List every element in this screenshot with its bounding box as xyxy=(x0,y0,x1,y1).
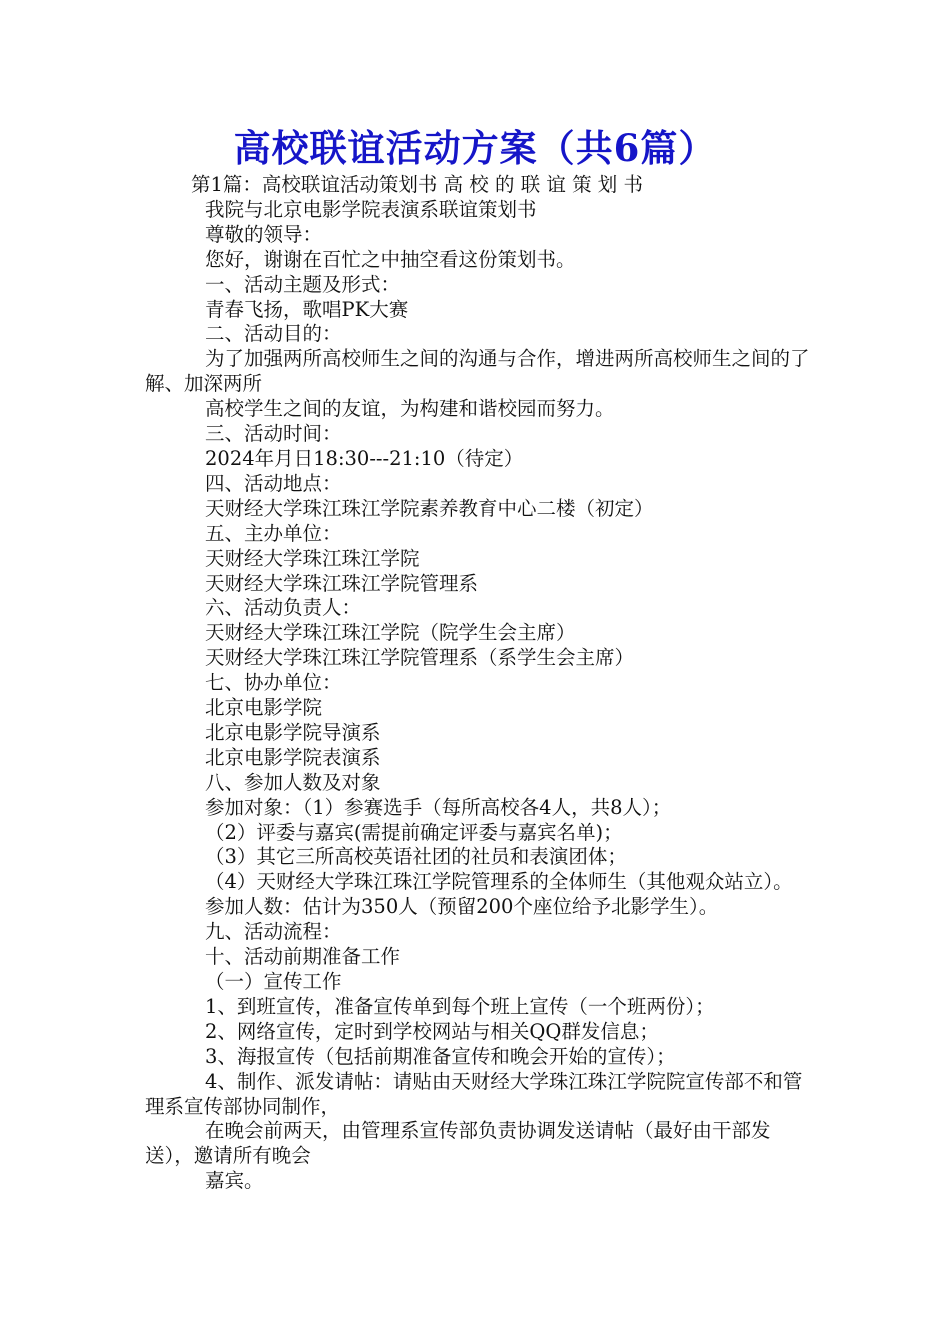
text-line: 北京电影学院导演系 xyxy=(205,720,381,744)
text-line: 十、活动前期准备工作 xyxy=(205,945,401,969)
text-paragraph: 为了加强两所高校师生之间的沟通与合作，增进两所高校师生之间的了解、加深两所 xyxy=(145,347,810,396)
text-line: 我院与北京电影学院表演系联谊策划书 xyxy=(205,197,537,221)
text-line: 天财经大学珠江珠江学院管理系（系学生会主席） xyxy=(205,646,635,670)
text-line: 四、活动地点： xyxy=(205,471,342,495)
document-body xyxy=(145,173,810,1194)
text-line: 六、活动负责人： xyxy=(205,596,362,620)
text-line: 3、海报宣传（包括前期准备宣传和晚会开始的宣传）； xyxy=(205,1044,676,1068)
text-line: 参加人数：估计为350人（预留200个座位给予北影学生）。 xyxy=(205,895,719,919)
text-line: 1、到班宣传，准备宣传单到每个班上宣传（一个班两份）； xyxy=(205,994,715,1018)
text-line: 天财经大学珠江珠江学院管理系 xyxy=(205,571,479,595)
text-line: 您好，谢谢在百忙之中抽空看这份策划书。 xyxy=(205,247,576,271)
text-paragraph: 在晚会前两天，由管理系宣传部负责协调发送请帖（最好由干部发送），邀请所有晚会 xyxy=(145,1119,771,1168)
text-line: （3）其它三所高校英语社团的社员和表演团体； xyxy=(205,845,627,869)
document-title: 高校联谊活动方案（共6篇） xyxy=(233,126,717,170)
text-line: （一）宣传工作 xyxy=(205,970,342,993)
text-line: 天财经大学珠江珠江学院 xyxy=(205,546,420,570)
text-line: 2024年月日18:30---21:10（待定） xyxy=(205,446,524,470)
text-line: 嘉宾。 xyxy=(205,1169,264,1193)
text-line: 青春飞扬，歌唱PK大赛 xyxy=(205,297,409,321)
text-line: （2）评委与嘉宾(需提前确定评委与嘉宾名单)； xyxy=(205,820,623,844)
text-paragraph: 4、制作、派发请帖：请贴由天财经大学珠江珠江学院院宣传部不和管理系宣传部协同制作， xyxy=(145,1069,803,1118)
text-line: 三、活动时间： xyxy=(205,422,342,446)
text-line: 一、活动主题及形式： xyxy=(205,272,401,296)
text-line: 北京电影学院表演系 xyxy=(205,745,381,769)
text-line: 二、活动目的： xyxy=(205,322,342,346)
text-line: 尊敬的领导： xyxy=(205,222,323,246)
section-heading: 第1篇：高校联谊活动策划书 高 校 的 联 谊 策 划 书 xyxy=(191,173,643,196)
text-line: 七、协办单位： xyxy=(205,671,342,695)
text-paragraph: （4）天财经大学珠江珠江学院管理系的全体师生（其他观众站立）。 xyxy=(205,870,793,894)
text-line: 九、活动流程： xyxy=(205,920,342,944)
text-line: 天财经大学珠江珠江学院素养教育中心二楼（初定） xyxy=(205,496,654,520)
text-line: 八、参加人数及对象 xyxy=(205,770,381,794)
text-line: 天财经大学珠江珠江学院（院学生会主席） xyxy=(205,621,576,645)
text-line: 参加对象：（1）参赛选手（每所高校各4人，共8人）； xyxy=(205,795,672,819)
text-line: 北京电影学院 xyxy=(205,696,323,720)
text-line: 高校学生之间的友谊，为构建和谐校园而努力。 xyxy=(205,397,615,421)
text-line: 五、主办单位： xyxy=(205,521,342,545)
text-line: 2、网络宣传，定时到学校网站与相关QQ群发信息； xyxy=(205,1019,659,1043)
